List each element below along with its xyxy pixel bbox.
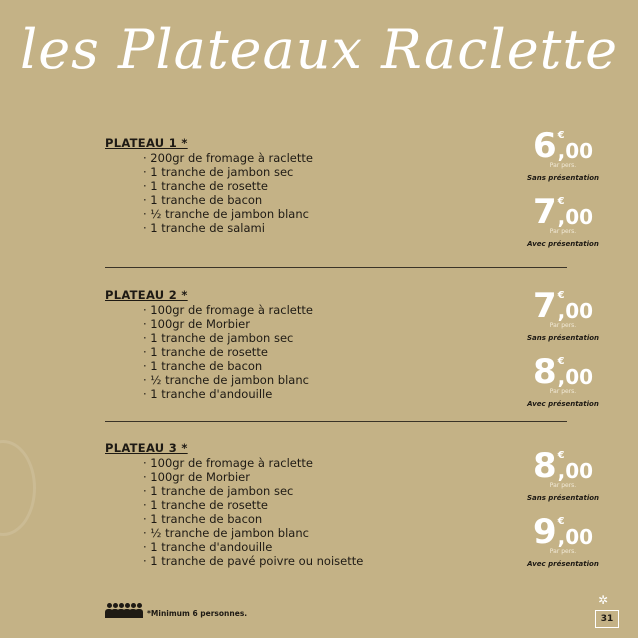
list-item: · 1 tranche d'andouille: [143, 540, 273, 554]
price-decimals: ,00: [557, 525, 594, 549]
price-decimals: ,00: [557, 139, 594, 163]
list-item: · ½ tranche de jambon blanc: [143, 526, 309, 540]
decorative-emblem-icon: ✲: [598, 593, 609, 607]
price-fraction: [558, 128, 593, 161]
list-item: · 100gr de Morbier: [143, 470, 250, 484]
price-per-person: Par pers.: [549, 162, 577, 169]
price-fraction: [558, 448, 593, 481]
list-item: · 100gr de Morbier: [143, 317, 250, 331]
plateau-title: PLATEAU 1 *: [105, 136, 188, 150]
list-item: · 1 tranche d'andouille: [143, 387, 273, 401]
price-note: Avec présentation: [527, 400, 599, 408]
footer-note: [105, 603, 247, 618]
page-title: les Plateaux Raclette: [19, 18, 619, 81]
plateau-title: PLATEAU 2 *: [105, 288, 188, 302]
price-fraction: [558, 288, 593, 321]
list-item: · 1 tranche de jambon sec: [143, 484, 294, 498]
price-amount: [508, 514, 618, 550]
price-amount: [508, 288, 618, 324]
price-per-person: Par pers.: [549, 388, 577, 395]
price-amount: [508, 128, 618, 164]
list-item: · 100gr de fromage à raclette: [143, 303, 313, 317]
euro-sign: €: [557, 290, 565, 301]
plateau-1-section: [105, 136, 567, 235]
price-amount: [508, 448, 618, 484]
euro-sign: €: [557, 516, 565, 527]
plateau-item-list: [143, 151, 567, 235]
price-avec-presentation: [508, 514, 618, 570]
list-item: · 1 tranche de salami: [143, 221, 265, 235]
section-divider: [105, 267, 567, 268]
price-fraction: [558, 354, 593, 387]
list-item: · 1 tranche de bacon: [143, 193, 263, 207]
price-sans-presentation: [508, 448, 618, 504]
price-avec-presentation: [508, 194, 618, 250]
list-item: · 1 tranche de bacon: [143, 512, 263, 526]
list-item: · 1 tranche de pavé poivre ou noisette: [143, 554, 364, 568]
price-integer: 8: [532, 352, 557, 392]
price-integer: 9: [532, 512, 557, 552]
price-note: Avec présentation: [527, 560, 599, 568]
price-fraction: [558, 514, 593, 547]
group-of-people-icon: [105, 603, 141, 618]
price-note: Sans présentation: [526, 494, 600, 502]
plateau-title: PLATEAU 3 *: [105, 441, 188, 455]
price-decimals: ,00: [557, 459, 594, 483]
price-sans-presentation: [508, 288, 618, 344]
list-item: · 200gr de fromage à raclette: [143, 151, 313, 165]
price-per-person: Par pers.: [549, 228, 577, 235]
list-item: · 1 tranche de bacon: [143, 359, 263, 373]
price-sans-presentation: [508, 128, 618, 184]
price-decimals: ,00: [557, 205, 594, 229]
list-item: · 100gr de fromage à raclette: [143, 456, 313, 470]
price-per-person: Par pers.: [549, 322, 577, 329]
page-number: 31: [595, 610, 619, 628]
euro-sign: €: [557, 450, 565, 461]
list-item: · 1 tranche de jambon sec: [143, 331, 294, 345]
price-avec-presentation: [508, 354, 618, 410]
price-per-person: Par pers.: [549, 548, 577, 555]
plateau-2-section: [105, 288, 567, 401]
price-amount: [508, 354, 618, 390]
section-divider: [105, 421, 567, 422]
minimum-persons-note: *Minimum 6 personnes.: [147, 609, 248, 618]
list-item: · 1 tranche de rosette: [143, 179, 268, 193]
decorative-watermark: [0, 440, 36, 536]
price-integer: 8: [532, 446, 557, 486]
price-per-person: Par pers.: [549, 482, 577, 489]
list-item: · 1 tranche de rosette: [143, 498, 268, 512]
euro-sign: €: [557, 130, 565, 141]
euro-sign: €: [557, 356, 565, 367]
list-item: · ½ tranche de jambon blanc: [143, 207, 309, 221]
price-amount: [508, 194, 618, 230]
list-item: · 1 tranche de jambon sec: [143, 165, 294, 179]
plateau-item-list: [143, 456, 567, 568]
price-integer: 6: [532, 126, 557, 166]
price-note: Sans présentation: [526, 174, 600, 182]
price-note: Avec présentation: [527, 240, 599, 248]
list-item: · 1 tranche de rosette: [143, 345, 268, 359]
price-note: Sans présentation: [526, 334, 600, 342]
price-fraction: [558, 194, 593, 227]
plateau-3-section: [105, 441, 567, 568]
price-decimals: ,00: [557, 299, 594, 323]
price-integer: 7: [532, 286, 557, 326]
plateau-item-list: [143, 303, 567, 401]
euro-sign: €: [557, 196, 565, 207]
price-decimals: ,00: [557, 365, 594, 389]
list-item: · ½ tranche de jambon blanc: [143, 373, 309, 387]
price-integer: 7: [532, 192, 557, 232]
